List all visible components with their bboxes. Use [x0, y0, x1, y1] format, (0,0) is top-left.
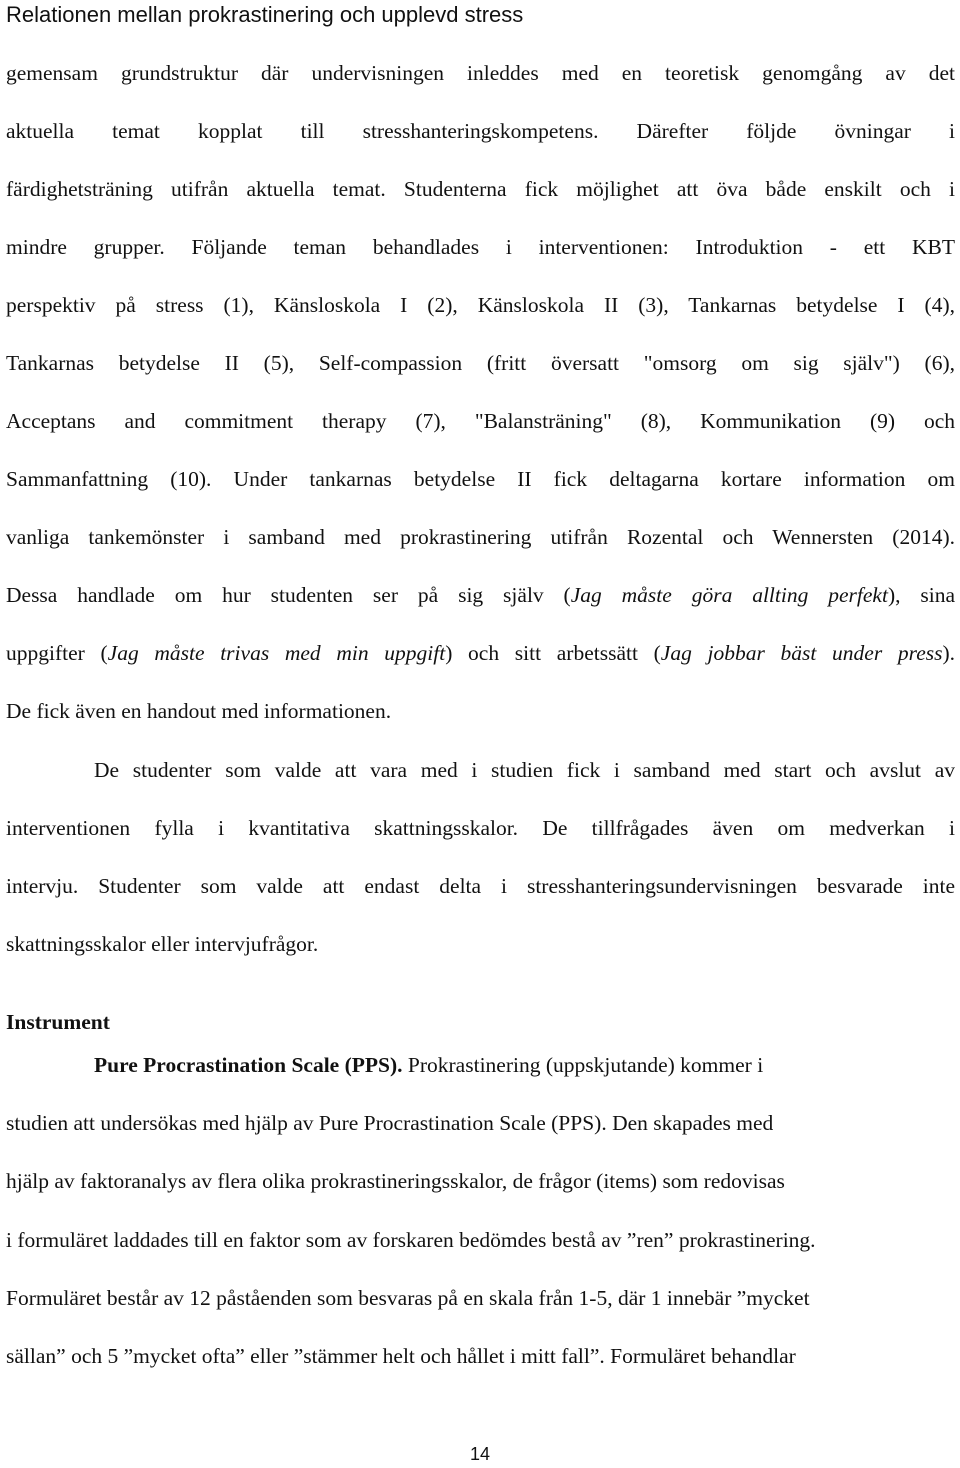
text-line: [6, 580, 955, 610]
text-segment: interventionen fylla i kvantitativa skattningsskalor. De tillfrågades även om medverkan i: [6, 816, 955, 840]
text-segment: mindre grupper. Följande teman behandlades i interventionen: Introduktion - ett KBT: [6, 235, 955, 259]
italic-text: Jag jobbar bäst under press: [660, 641, 943, 665]
text-segment: Tankarnas betydelse II (5), Self-compassion (fritt översatt "omsorg om sig själv") (6),: [6, 351, 955, 375]
text-segment: De fick även en handout med informationen.: [6, 699, 392, 723]
text-line: [6, 1108, 955, 1138]
text-line: [6, 58, 955, 88]
text-line: [94, 1050, 955, 1080]
text-line: [6, 174, 955, 204]
text-line: [6, 522, 955, 552]
text-line: [94, 755, 955, 785]
text-segment: skattningsskalor eller intervjufrågor.: [6, 932, 319, 956]
text-segment: Sammanfattning (10). Under tankarnas betydelse II fick deltagarna kortare information om: [6, 467, 955, 491]
text-segment: Acceptans and commitment therapy (7), "Balansträning" (8), Kommunikation (9) och: [6, 409, 955, 433]
text-segment: De studenter som valde att vara med i studien fick i samband med start och avslut av: [94, 758, 955, 782]
text-segment: studien att undersökas med hjälp av Pure Procrastination Scale (PPS). Den skapades med: [6, 1111, 774, 1135]
text-segment: färdighetsträning utifrån aktuella temat. Studenterna fick möjlighet att öva både enskilt och i: [6, 177, 955, 201]
text-segment: gemensam grundstruktur där undervisningen inleddes med en teoretisk genomgång av det: [6, 61, 955, 85]
text-line: [6, 638, 955, 668]
bold-text: Pure Procrastination Scale (PPS).: [94, 1053, 403, 1077]
text-segment: intervju. Studenter som valde att endast delta i stresshanteringsundervisningen besvarade inte: [6, 874, 955, 898]
text-line: [6, 929, 955, 959]
text-line: [6, 871, 955, 901]
text-line: [6, 232, 955, 262]
text-segment: uppgifter (: [6, 641, 108, 665]
text-segment: i formuläret laddades till en faktor som av forskaren bedömdes bestå av ”ren” prokrastinering.: [6, 1228, 816, 1252]
text-segment: Prokrastinering (uppskjutande) kommer i: [402, 1053, 764, 1077]
text-line: [6, 116, 955, 146]
text-line: [6, 348, 955, 378]
text-line: [6, 290, 955, 320]
text-segment: hjälp av faktoranalys av flera olika prokrastineringsskalor, de frågor (items) som redovisas: [6, 1169, 785, 1193]
text-line: [6, 464, 955, 494]
text-segment: aktuella temat kopplat till stresshanteringskompetens. Därefter följde övningar i: [6, 119, 955, 143]
text-segment: Dessa handlade om hur studenten ser på sig själv (: [6, 583, 571, 607]
text-segment: perspektiv på stress (1), Känsloskola I (2), Känsloskola II (3), Tankarnas betydelse I (4),: [6, 293, 955, 317]
section-heading: Instrument: [6, 1010, 110, 1034]
text-segment: vanliga tankemönster i samband med prokrastinering utifrån Rozental och Wennersten (2014).: [6, 525, 955, 549]
italic-text: Jag måste trivas med min uppgift: [107, 641, 446, 665]
text-line: [6, 1341, 955, 1371]
text-line: [6, 813, 955, 843]
italic-text: Jag måste göra allting perfekt: [570, 583, 888, 607]
text-line: [6, 1283, 955, 1313]
running-header: Relationen mellan prokrastinering och upplevd stress: [6, 2, 524, 27]
text-segment: ), sina: [887, 583, 955, 607]
text-segment: sällan” och 5 ”mycket ofta” eller ”stämmer helt och hållet i mitt fall”. Formuläret behandlar: [6, 1344, 796, 1368]
text-line: [6, 1225, 955, 1255]
text-segment: Formuläret består av 12 påståenden som besvaras på en skala från 1-5, där 1 innebär ”mycket: [6, 1286, 810, 1310]
text-line: [6, 696, 955, 726]
text-segment: ) och sitt arbetssätt (: [445, 641, 661, 665]
page-number: 14: [469, 1444, 491, 1464]
text-segment: ).: [942, 641, 956, 665]
text-line: [6, 406, 955, 436]
text-line: [6, 1166, 955, 1196]
